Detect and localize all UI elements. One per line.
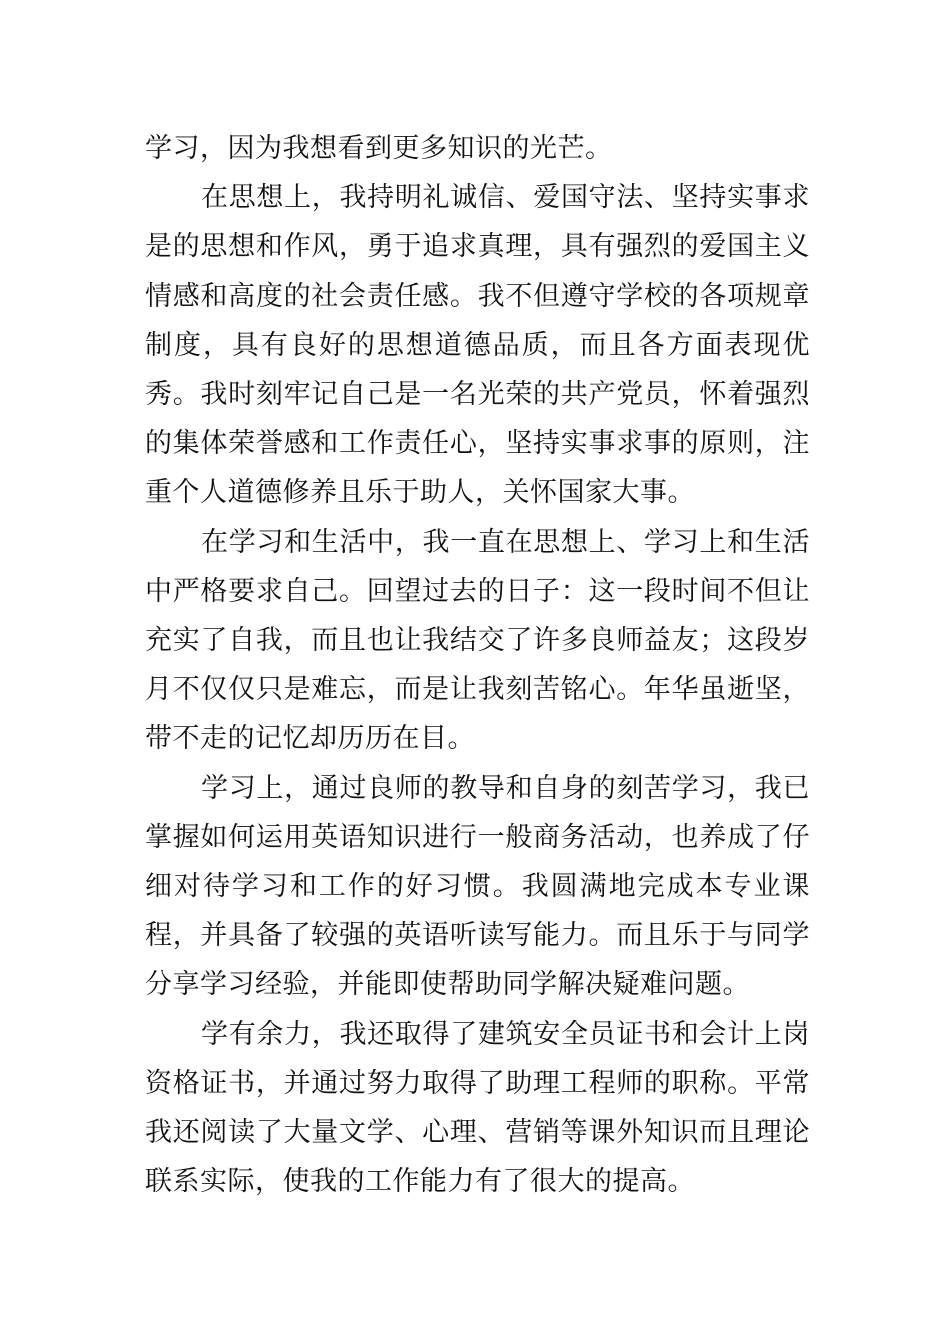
paragraph-ideology: 在思想上，我持明礼诚信、爱国守法、坚持实事求是的思想和作风，勇于追求真理，具有强烈的爱国主义情感和高度的社会责任感。我不但遵守学校的各项规章制度，具有良好的思想道德品质，而且各方面表现优秀。我时刻牢记自己是一名光荣的共产党员，怀着强烈的集体荣誉感和工作责任心，坚持实事求事的原则，注重个人道德修养且乐于助人，关怀国家大事。 — [145, 182, 810, 509]
document-body — [145, 124, 810, 1206]
paragraph-study-and-life: 在学习和生活中，我一直在思想上、学习上和生活中严格要求自己。回望过去的日子：这一段时间不但让充实了自我，而且也让我结交了许多良师益友；这段岁月不仅仅只是难忘，而是让我刻苦铭心。年华虽逝坚，带不走的记忆却历历在目。 — [145, 526, 810, 755]
paragraph-continuation: 学习，因为我想看到更多知识的光芒。 — [145, 133, 613, 164]
paragraph-study: 学习上，通过良师的教导和自身的刻苦学习，我已掌握如何运用英语知识进行一般商务活动，也养成了仔细对待学习和工作的好习惯。我圆满地完成本专业课程，并具备了较强的英语听读写能力。而且乐于与同学分享学习经验，并能即使帮助同学解决疑难问题。 — [145, 772, 810, 1001]
paragraph-certificates: 学有余力，我还取得了建筑安全员证书和会计上岗资格证书，并通过努力取得了助理工程师的职称。平常我还阅读了大量文学、心理、营销等课外知识而且理论联系实际，使我的工作能力有了很大的提高。 — [145, 1018, 810, 1198]
